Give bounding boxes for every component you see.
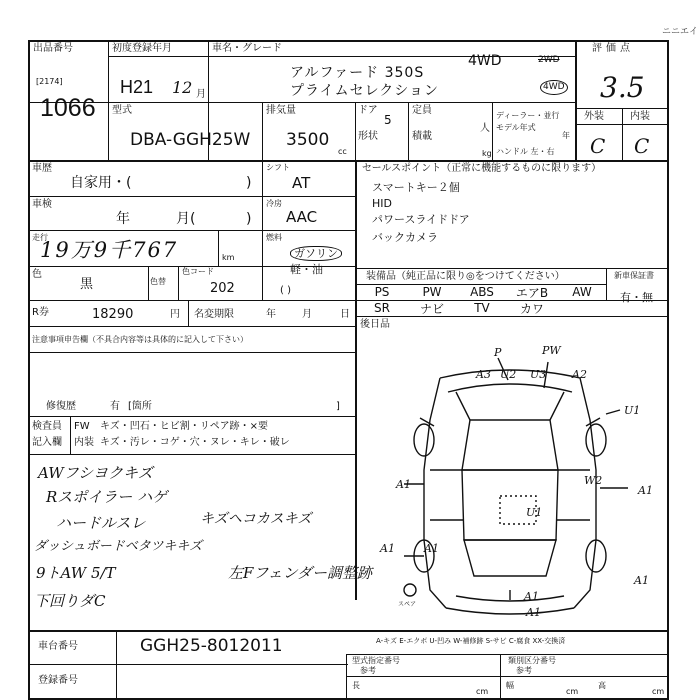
year-unit: 年 xyxy=(562,131,570,140)
class-label: 類別区分番号 xyxy=(508,656,556,665)
name-change-month: 月 xyxy=(302,309,312,320)
spare-label: スペア xyxy=(398,601,417,608)
chassis-value: GGH25-8012011 xyxy=(140,636,283,656)
length-cm: cm xyxy=(476,687,489,696)
equip-tv: TV xyxy=(474,301,490,315)
displacement-value: 3500 xyxy=(286,130,330,150)
drive-circled: 4WD xyxy=(540,80,568,95)
reg-label: 登録番号 xyxy=(38,675,78,686)
handle-label: ハンドル 左・右 xyxy=(496,147,555,156)
equip-pw: PW xyxy=(422,285,442,299)
ref-1: 参考 xyxy=(360,666,376,675)
fuel-gasoline: ガソリン xyxy=(290,246,342,261)
model-spec-label: 型式指定番号 xyxy=(352,656,400,665)
repair-bracket-open: [箇所 xyxy=(128,401,152,412)
diagram-mark: A2 xyxy=(572,368,587,381)
inspection-month: 月( xyxy=(176,211,196,227)
model-value: DBA-GGH25W xyxy=(130,130,251,150)
car-name: アルファード 350S xyxy=(290,65,425,81)
name-change-day: 日 xyxy=(340,309,350,320)
kg-unit: kg xyxy=(482,149,492,158)
handwritten-note: 9トAW 5/T xyxy=(36,564,116,582)
height-label: 高 xyxy=(598,681,606,690)
model-year-label: モデル年式 xyxy=(496,123,536,132)
sales-point-item: バックカメラ xyxy=(372,231,438,244)
chassis-label: 車台番号 xyxy=(38,641,78,652)
mileage-label: 走行 xyxy=(32,233,48,242)
history-label: 車歴 xyxy=(32,163,52,174)
door-value: 5 xyxy=(384,113,392,127)
rear-items-label: 後日品 xyxy=(360,319,390,330)
entry-label: 記入欄 xyxy=(32,437,62,448)
name-change-label: 名変期限 xyxy=(194,309,234,320)
sales-points-label: セールスポイント（正常に機能するものに限ります） xyxy=(362,163,602,174)
diagram-mark: A1 xyxy=(526,606,541,619)
cc-unit: cc xyxy=(338,147,347,156)
diagram-mark: A1 xyxy=(524,590,539,603)
color-code-value: 202 xyxy=(210,281,235,296)
history-close: ) xyxy=(246,175,252,191)
score-value: 3.5 xyxy=(600,71,645,104)
shift-label: シフト xyxy=(266,163,290,172)
inspection-label: 車検 xyxy=(32,199,52,210)
recycle-amount: 18290 xyxy=(92,307,134,322)
length-label: 長 xyxy=(352,681,360,690)
diagram-mark: U1 xyxy=(526,506,543,519)
person-unit: 人 xyxy=(480,123,490,134)
equip-navi: ナビ xyxy=(419,301,444,316)
loading-label: 積載 xyxy=(412,131,432,142)
shape-label: 形状 xyxy=(358,131,378,142)
handwritten-note: 下回りダC xyxy=(34,592,106,610)
repair-value: 有 xyxy=(110,401,120,412)
warranty-label: 新車保証書 xyxy=(614,271,654,280)
diagram-mark: A1 xyxy=(396,478,411,491)
displacement-label: 排気量 xyxy=(266,105,296,116)
car-name-label: 車名・グレード xyxy=(212,43,282,54)
fuel-diesel: 軽・油 xyxy=(290,263,323,276)
interior-sub-label: 内装 xyxy=(74,437,94,448)
diagram-mark: U1 xyxy=(624,404,641,417)
grade: プライムセレクション xyxy=(290,83,440,99)
diagram-mark: A1 xyxy=(424,542,439,555)
width-cm: cm xyxy=(566,687,579,696)
first-reg-label: 初度登録年月 xyxy=(112,43,172,54)
color-code-label: 色コード xyxy=(182,267,214,276)
mileage-value: 19万9千767 xyxy=(40,238,179,262)
exterior-grade: C xyxy=(590,134,606,158)
diagram-mark: P xyxy=(494,346,502,359)
history-value: 自家用・( xyxy=(70,175,132,191)
width-label: 幅 xyxy=(506,681,514,690)
name-change-year: 年 xyxy=(266,309,276,320)
handwritten-note: ダッシュボードベタツキキズ xyxy=(34,539,203,554)
warranty-value: 有・無 xyxy=(620,291,653,304)
first-reg-month: 12 xyxy=(172,78,193,97)
handwritten-note: AWフシヨクキズ xyxy=(38,464,153,482)
inspector-label: 検査員 xyxy=(32,421,62,432)
ac-label: 冷房 xyxy=(266,199,282,208)
interior-grade: C xyxy=(634,134,650,158)
height-cm: cm xyxy=(652,687,665,696)
fw-label: FW xyxy=(74,421,90,432)
score-top-mark: ニニエイ xyxy=(662,27,699,37)
interior-label: 内装 xyxy=(630,111,650,122)
lot-small: [2174] xyxy=(36,77,63,86)
sales-point-item: スマートキー２個 xyxy=(372,181,460,194)
diagram-mark: A1 xyxy=(634,574,649,587)
model-label: 型式 xyxy=(112,105,132,116)
recycle-label: R券 xyxy=(32,307,49,318)
diagram-mark: U2 xyxy=(500,368,517,381)
handwritten-note: キズヘコカスキズ xyxy=(200,511,312,527)
equip-sr: SR xyxy=(374,301,390,315)
handwritten-note: Rスポイラー ハゲ xyxy=(46,488,168,506)
yen-unit: 円 xyxy=(170,309,180,320)
inspection-year: 年 xyxy=(116,211,130,227)
equip-airbag: エアB xyxy=(515,285,549,300)
handwritten-note: ハードルスレ xyxy=(56,514,146,532)
diagram-legend: A-キズ E-エクボ U-凹み W-補修跡 S-サビ C-腐食 XX-交換済 xyxy=(376,637,566,645)
inspection-close: ) xyxy=(246,211,252,227)
fw-items: キズ・凹石・ヒビ割・リペア跡・×要 xyxy=(100,421,268,432)
diagram-mark: A1 xyxy=(638,484,653,497)
notes-label: 注意事項申告欄（不具合内容等は具体的に記入して下さい） xyxy=(32,335,248,344)
lot-number: 1066 xyxy=(40,94,96,122)
exterior-label: 外装 xyxy=(584,111,604,122)
equip-abs: ABS xyxy=(470,285,494,299)
sales-point-item: HID xyxy=(372,197,392,210)
fuel-label: 燃料 xyxy=(266,233,282,242)
ref-2: 参考 xyxy=(516,666,532,675)
km-unit: km xyxy=(222,253,235,262)
diagram-mark: W2 xyxy=(584,474,603,487)
diagram-mark: PW xyxy=(542,344,561,357)
ac-value: AAC xyxy=(286,208,318,226)
color-change-label: 色替 xyxy=(150,277,166,286)
equip-ps: PS xyxy=(374,285,390,299)
diagram-mark: A3 xyxy=(476,368,491,381)
sales-point-item: パワースライドドア xyxy=(372,213,470,226)
diagram-mark: A1 xyxy=(380,542,395,555)
first-reg-year: H21 xyxy=(120,77,154,97)
color-value: 黒 xyxy=(80,277,94,292)
color-label: 色 xyxy=(32,269,42,280)
door-label: ドア xyxy=(358,105,378,116)
interior-items: キズ・汚レ・コゲ・穴・ヌレ・キレ・破レ xyxy=(100,437,290,448)
handwritten-note: 左Fフェンダー調整跡 xyxy=(228,564,373,582)
fuel-paren: ( ) xyxy=(280,285,291,296)
equip-aw: AW xyxy=(572,285,592,299)
diagram-mark: U3 xyxy=(530,368,547,381)
equipment-label: 装備品（純正品に限り◎をつけてください） xyxy=(366,271,565,282)
drive-alt: 2WD xyxy=(538,55,560,65)
shift-value: AT xyxy=(292,174,311,192)
score-label: 評価点 xyxy=(592,43,634,54)
dealer-label: ディーラー・並行 xyxy=(496,111,560,120)
lot-number-label: 出品番号 xyxy=(33,43,73,54)
drive-printed: 4WD xyxy=(468,53,502,69)
repair-bracket-close: ] xyxy=(336,401,340,412)
equip-leather: カワ xyxy=(519,301,544,316)
repair-label: 修復歴 xyxy=(46,401,76,412)
month-unit: 月 xyxy=(196,89,206,100)
capacity-label: 定員 xyxy=(412,105,432,116)
